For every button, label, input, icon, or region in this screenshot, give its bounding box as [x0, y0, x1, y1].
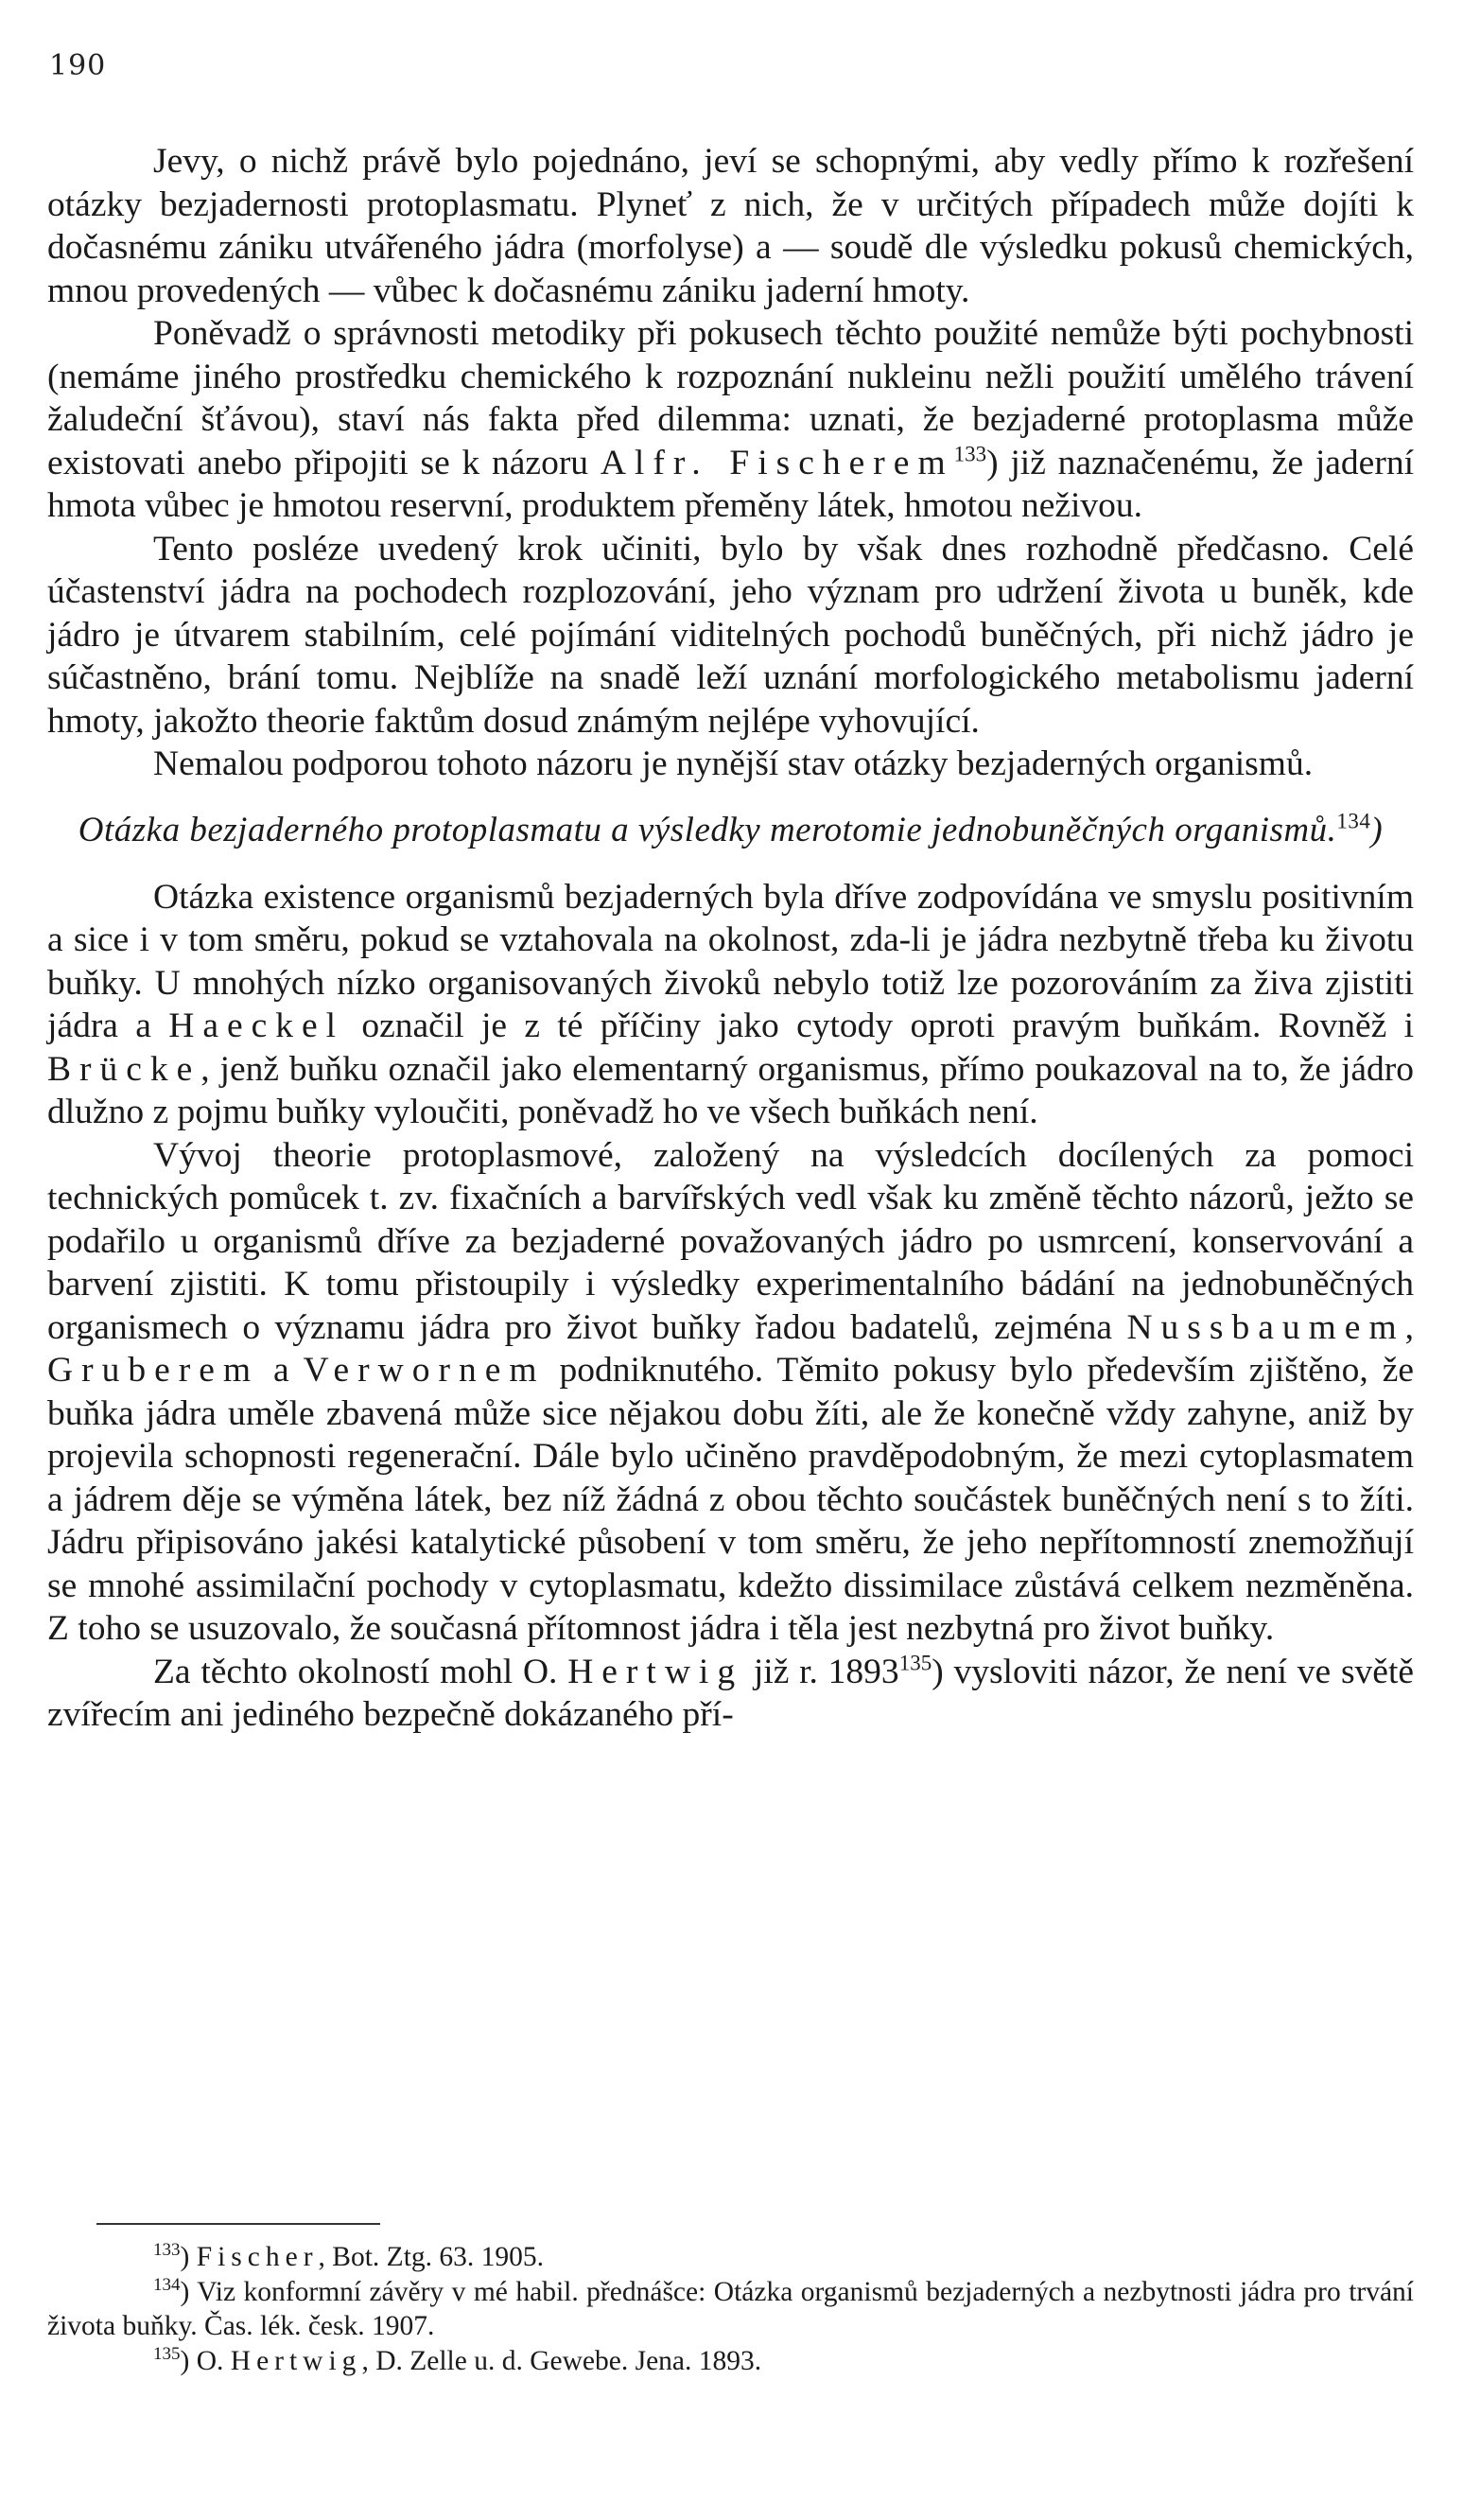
separator: ,: [1404, 1307, 1414, 1347]
paragraph-text: Tento posléze uvedený krok učiniti, bylo by však dnes rozhodně předčasno. Celé účastenství jádra na pochodech rozplozování, jeho význam pro udržení života u buněk, kde jádro je útvarem stabilním, celé pojímání viditelných pochodů buněčných, při nichž jádro je súčastněno, brání tomu. Nejblíže na snadě leží uznání morfologického metabolismu jaderní hmoty, jakožto theorie faktům dosud známým nejlépe vyhovující.: [47, 529, 1414, 741]
footnote-divider: [96, 2223, 380, 2225]
paragraph-text: ) vysloviti názor, že není ve světě zvířecím ani jediného bezpečně dokázaného pří-: [47, 1652, 1415, 1734]
paragraph-text: ) již naznačenému, že jaderní hmota vůbec je hmotou reservní, produktem přeměny látek, hmotou neživou.: [47, 443, 1414, 525]
paragraph: [47, 312, 1414, 528]
section-heading: [47, 809, 1414, 851]
author-name: Nussbaumem: [1126, 1307, 1405, 1347]
footnote-mark: 133: [153, 2240, 181, 2261]
footnote-text: Viz konformní závěry v mé habil. přednášce: Otázka organismů bezjaderných a nezbytnosti jádra pro trvání života buňky. Čas. lék. česk. 1907.: [47, 2276, 1415, 2341]
paragraph: [47, 140, 1414, 312]
paragraph-text: Nemalou podporou tohoto názoru je nynější stav otázky bezjaderných organismů.: [153, 744, 1314, 783]
footnote-135: $^{135}$) O. Hertwig, D. Zelle u. d. Gewebe. Jena. 1893.: [153, 2343, 762, 2376]
footnote-author: Hertwig: [230, 2345, 362, 2376]
paragraph: [47, 1134, 1414, 1651]
paragraph: [47, 743, 1414, 786]
footnotes: [47, 2240, 1414, 2378]
paragraph: [47, 1651, 1414, 1737]
author-name: Hertwig: [567, 1652, 744, 1691]
heading-text: Otázka bezjaderného protoplasmatu a výsledky merotomie jednobuněčných organismů.: [78, 810, 1337, 849]
paragraph-text: podniknutého. Těmito pokusy bylo především zjištěno, že buňka jádra uměle zbavená může sice nějakou dobu žíti, ale že konečně vždy zahyne, aniž by projevila schopnosti regenerační. Dále bylo učiněno pravděpodobným, že mezi cytoplasmatem a jádrem děje se výměna látek, bez níž žádná z obou těchto součástek buněčných není s to žíti. Jádru připisováno jakési katalytické působení v tom směru, že jeho nepřítomností znemožňují se mnohé assimilační pochody v cytoplasmatu, kdežto dissimilace zůstává celkem nezměněna. Z toho se usuzovalo, že současná přítomnost jádra i těla jest nezbytná pro život buňky.: [47, 1351, 1415, 1648]
paragraph: [47, 528, 1414, 744]
paragraph-text: označil je z té příčiny jako cytody oproti pravým buňkám. Rovněž i: [361, 1006, 1415, 1045]
footnote-133: $^{133}$) Fischer, Bot. Ztg. 63. 1905.: [153, 2240, 545, 2272]
paragraph-text: již r. 1893: [753, 1652, 899, 1691]
paragraph-text: Otázka existence organismů bezjaderných byla dříve zodpovídána ve smyslu positivním a sice i v tom směru, pokud se vztahovala na okolnost, zda-li je jádra nezbytně třeba ku životu buňky. U mnohých nízko organisovaných živoků nebylo totiž lze pozorováním za živa zjistiti jádra a: [47, 877, 1414, 1045]
paragraph: [47, 876, 1414, 1134]
author-name: Haeckel: [168, 1006, 345, 1045]
footnote-author: Fischer: [196, 2242, 319, 2272]
page-number: 190: [49, 49, 107, 82]
footnote-text: , Bot. Ztg. 63. 1905.: [318, 2242, 545, 2272]
footnote-prefix: O.: [196, 2345, 224, 2376]
footnote-ref: 135: [898, 1651, 932, 1674]
author-name: Verwornem: [303, 1351, 546, 1390]
author-name: Gruberem: [47, 1351, 260, 1390]
author-name: Brücke: [47, 1049, 201, 1089]
footnote-ref: 133: [953, 442, 987, 465]
conjunction: a: [272, 1351, 289, 1390]
footnote-text: , D. Zelle u. d. Gewebe. Jena. 1893.: [361, 2345, 762, 2376]
footnote-mark: 134: [153, 2274, 181, 2295]
paragraph-text: , jenž buňku označil jako elementarný organismus, přímo poukazoval na to, že jádro dlužno z pojmu buňky vyloučiti, poněvadž ho ve všech buňkách není.: [47, 1049, 1414, 1131]
author-name: Alfr. Fischerem: [600, 443, 954, 482]
footnote-ref: 134: [1336, 809, 1371, 833]
paragraph-text: Poněvadž o správnosti metodiky při pokusech těchto použité nemůže býti pochybnosti (nemáme jiného prostředku chemického k rozpoznání nukleinu nežli použití umělého trávení žaludeční šťávou), staví nás fakta před dilemma: uznati, že bezjaderné protoplasma může existovati anebo připojiti se k názoru: [47, 314, 1414, 482]
heading-close: ): [1370, 810, 1384, 849]
paragraph-text: Vývoj theorie protoplasmové, založený na výsledcích docílených za pomoci technických pomůcek t. zv. fixačních a barvířských vedl však ku změně těchto názorů, ježto se podařilo u organismů dříve za bezjaderné považovaných jádro po usmrcení, konservování a barvení zjistiti. K tomu přistoupily i výsledky experimentalního bádání na jednobuněčných organismech o významu jádra pro život buňky řadou badatelů, zejména: [47, 1135, 1414, 1347]
footnote-134: $^{134}$) Viz konformní závěry v mé habil. přednášce: Otázka organismů bezjaderných a nezbytnosti jádra pro trvání života buňky. Čas. lék. česk. 1907.: [47, 2274, 1415, 2341]
paragraph-text: Jevy, o nichž právě bylo pojednáno, jeví se schopnými, aby vedly přímo k rozřešení otázky bezjadernosti protoplasmatu. Plyneť z nich, že v určitých případech může dojíti k dočasnému zániku utvářeného jádra (morfolyse) a — soudě dle výsledku pokusů chemických, mnou provedených — vůbec k dočasnému zániku jaderní hmoty.: [47, 142, 1414, 310]
body-text: [47, 140, 1414, 1737]
footnote-mark: 135: [153, 2343, 181, 2364]
paragraph-text: Za těchto okolností mohl O.: [153, 1652, 558, 1691]
